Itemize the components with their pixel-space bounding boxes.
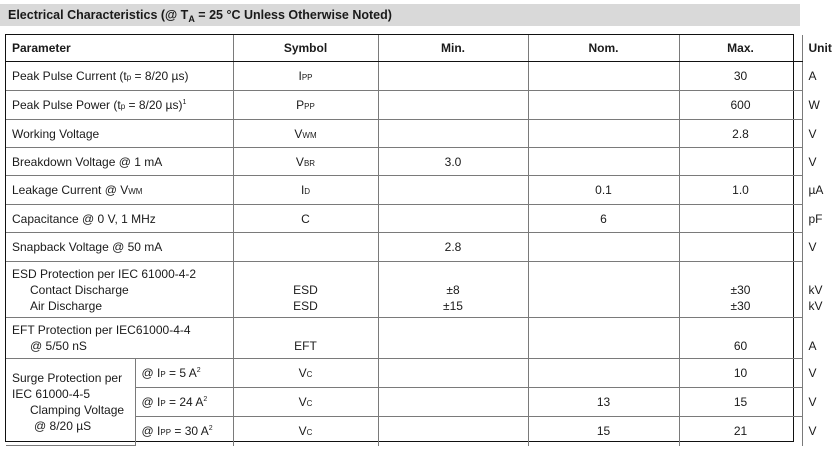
table-row: Snapback Voltage @ 50 mA 2.8 V bbox=[6, 233, 802, 262]
symbol-cell: C bbox=[233, 205, 378, 233]
nom-cell bbox=[528, 148, 679, 176]
max-cell: 10 bbox=[679, 359, 802, 388]
max-cell bbox=[679, 233, 802, 262]
table-row: Leakage Current @ VWM ID 0.1 1.0 µA bbox=[6, 176, 802, 205]
symbol-cell: IPP bbox=[233, 62, 378, 91]
symbol-cell: EFT bbox=[233, 318, 378, 359]
min-cell bbox=[378, 205, 528, 233]
table-row: Surge Protection per IEC 61000-4-5 Clamping Voltage @ 8/20 µS @ IP = 5 $A^2$ VC 10 V bbox=[6, 359, 802, 388]
table-row: @ IPP = 30 $A^2$ VC 15 21 V bbox=[6, 417, 802, 446]
condition-cell: @ IP = 5 $A^2$ bbox=[135, 359, 233, 388]
min-cell bbox=[378, 120, 528, 148]
max-cell: 15 bbox=[679, 388, 802, 417]
table-row: Breakdown Voltage @ 1 mA VBR 3.0 V bbox=[6, 148, 802, 176]
min-cell bbox=[378, 176, 528, 205]
max-cell: 600 bbox=[679, 91, 802, 120]
table-row: @ IP = 24 $A^2$ VC 13 15 V bbox=[6, 388, 802, 417]
header-max: Max. bbox=[679, 35, 802, 62]
param-cell: Peak Pulse Current (tp = 8/20 µs) bbox=[6, 62, 233, 91]
header-min: Min. bbox=[378, 35, 528, 62]
header-nom: Nom. bbox=[528, 35, 679, 62]
min-cell bbox=[378, 417, 528, 446]
max-cell: 21 bbox=[679, 417, 802, 446]
max-cell bbox=[679, 148, 802, 176]
nom-cell bbox=[528, 120, 679, 148]
symbol-cell: ID bbox=[233, 176, 378, 205]
header-row: Parameter Symbol Min. Nom. Max. Unit bbox=[6, 35, 802, 62]
max-cell: 60 bbox=[679, 318, 802, 359]
param-cell: ESD Protection per IEC 61000-4-2 Contact Discharge Air Discharge bbox=[6, 262, 233, 318]
nom-cell: 6 bbox=[528, 205, 679, 233]
nom-cell: 13 bbox=[528, 388, 679, 417]
param-cell: Capacitance @ 0 V, 1 MHz bbox=[6, 205, 233, 233]
min-cell bbox=[378, 62, 528, 91]
section-title: Electrical Characteristics (@ $T_A = 25$ °C Unless Otherwise Noted) bbox=[0, 4, 800, 26]
param-cell: Breakdown Voltage @ 1 mA bbox=[6, 148, 233, 176]
symbol-cell: ESD ESD bbox=[233, 262, 378, 318]
symbol-cell: VC bbox=[233, 359, 378, 388]
max-cell: 30 bbox=[679, 62, 802, 91]
nom-cell bbox=[528, 359, 679, 388]
nom-cell bbox=[528, 233, 679, 262]
characteristics-table bbox=[6, 35, 832, 446]
header-parameter: Parameter bbox=[6, 35, 233, 62]
nom-cell bbox=[528, 62, 679, 91]
min-cell bbox=[378, 388, 528, 417]
param-cell: Peak Pulse Power (tp = 8/20 µs)$^1$ bbox=[6, 91, 233, 120]
nom-cell: 15 bbox=[528, 417, 679, 446]
min-cell bbox=[378, 91, 528, 120]
symbol-cell bbox=[233, 233, 378, 262]
min-cell: 2.8 bbox=[378, 233, 528, 262]
max-cell: 1.0 bbox=[679, 176, 802, 205]
condition-cell: @ IP = 24 $A^2$ bbox=[135, 388, 233, 417]
table-row: Peak Pulse Current (tp = 8/20 µs) IPP 30 A bbox=[6, 62, 802, 91]
header-symbol: Symbol bbox=[233, 35, 378, 62]
symbol-cell: VC bbox=[233, 417, 378, 446]
symbol-cell: VWM bbox=[233, 120, 378, 148]
min-cell: ±8 ±15 bbox=[378, 262, 528, 318]
min-cell bbox=[378, 318, 528, 359]
symbol-cell: VBR bbox=[233, 148, 378, 176]
nom-cell bbox=[528, 262, 679, 318]
condition-cell: @ IPP = 30 $A^2$ bbox=[135, 417, 233, 446]
param-cell: Leakage Current @ VWM bbox=[6, 176, 233, 205]
nom-cell: 0.1 bbox=[528, 176, 679, 205]
table-row: ESD Protection per IEC 61000-4-2 Contact Discharge Air Discharge ESD ESD ±8 ±15 ±30 ±30 kV kV bbox=[6, 262, 802, 318]
nom-cell bbox=[528, 91, 679, 120]
table-row: Capacitance @ 0 V, 1 MHz C 6 pF bbox=[6, 205, 802, 233]
max-cell: 2.8 bbox=[679, 120, 802, 148]
table-row: EFT Protection per IEC61000-4-4 @ 5/50 nS EFT 60 A bbox=[6, 318, 802, 359]
symbol-cell: PPP bbox=[233, 91, 378, 120]
param-cell: Snapback Voltage @ 50 mA bbox=[6, 233, 233, 262]
param-cell: EFT Protection per IEC61000-4-4 @ 5/50 nS bbox=[6, 318, 233, 359]
min-cell bbox=[378, 359, 528, 388]
table-row: Peak Pulse Power (tp = 8/20 µs)$^1$ PPP 600 W bbox=[6, 91, 802, 120]
table-row: Working Voltage VWM 2.8 V bbox=[6, 120, 802, 148]
nom-cell bbox=[528, 318, 679, 359]
max-cell bbox=[679, 205, 802, 233]
max-cell: ±30 ±30 bbox=[679, 262, 802, 318]
min-cell: 3.0 bbox=[378, 148, 528, 176]
param-cell: Working Voltage bbox=[6, 120, 233, 148]
characteristics-table-frame bbox=[5, 34, 832, 442]
symbol-cell: VC bbox=[233, 388, 378, 417]
surge-param-cell: Surge Protection per IEC 61000-4-5 Clamping Voltage @ 8/20 µS bbox=[6, 359, 135, 446]
